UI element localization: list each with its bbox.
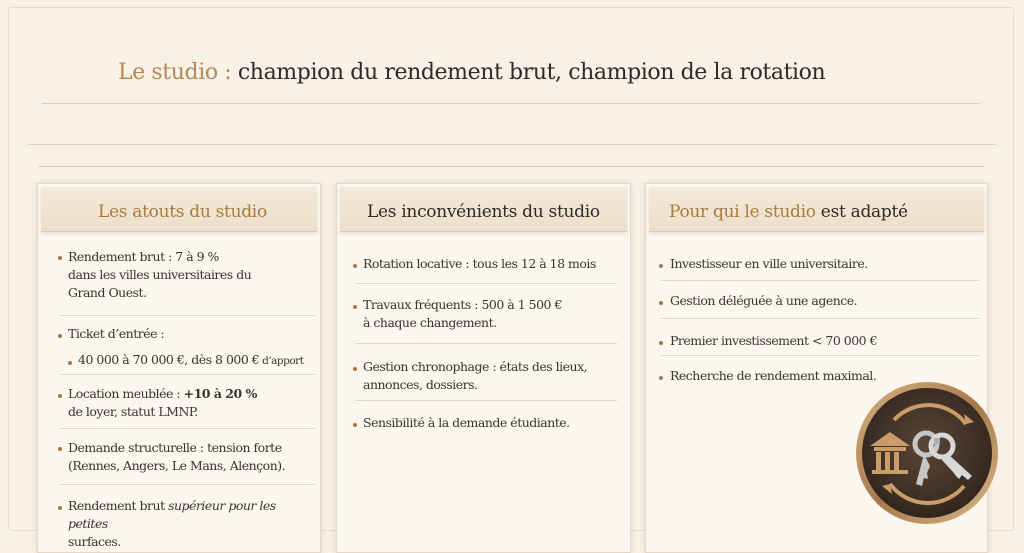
item-text: à chaque changement. bbox=[363, 315, 497, 330]
item-text: Gestion déléguée à une agence. bbox=[670, 293, 858, 308]
item-text: Rendement brut bbox=[68, 498, 169, 513]
list-item bbox=[68, 325, 318, 343]
list-item bbox=[68, 439, 318, 475]
card-drawbacks bbox=[336, 183, 631, 553]
item-value: 7 à 9 % bbox=[175, 249, 219, 264]
separator bbox=[661, 280, 979, 281]
separator bbox=[355, 283, 617, 284]
list-item bbox=[670, 255, 970, 273]
card-advantages bbox=[37, 183, 321, 553]
separator bbox=[60, 428, 315, 429]
bullet-icon bbox=[353, 264, 357, 268]
separator bbox=[661, 318, 979, 319]
divider-rule bbox=[28, 144, 996, 145]
separator bbox=[60, 315, 315, 316]
bullet-icon bbox=[659, 376, 663, 380]
item-text: d’apport bbox=[259, 355, 304, 367]
bullet-icon bbox=[353, 305, 357, 309]
list-item bbox=[363, 358, 628, 394]
item-text: (Rennes, Angers, Le Mans, Alençon). bbox=[68, 458, 286, 473]
card-title-drawbacks: Les inconvénients du studio bbox=[367, 202, 600, 222]
bullet-icon bbox=[659, 341, 663, 345]
item-text: Rendement brut : bbox=[68, 249, 176, 264]
item-text: Investisseur en ville universitaire. bbox=[670, 256, 868, 271]
bullet-icon bbox=[58, 506, 62, 510]
card-header bbox=[340, 187, 627, 232]
bullet-icon bbox=[353, 367, 357, 371]
card-title-target bbox=[669, 202, 908, 222]
bullet-icon bbox=[659, 264, 663, 268]
item-text: Rotation locative : tous les 12 à 18 mois bbox=[363, 256, 596, 271]
item-text: Ticket d’entrée : bbox=[68, 326, 165, 341]
item-text: Premier investissement < 70 000 € bbox=[670, 333, 878, 348]
bullet-icon bbox=[68, 361, 72, 365]
item-text: Sensibilité à la demande étudiante. bbox=[363, 415, 570, 430]
list-item bbox=[670, 332, 970, 350]
list-item bbox=[670, 292, 970, 310]
item-value: +10 à 20 % bbox=[183, 386, 257, 401]
separator bbox=[355, 343, 617, 344]
page-title bbox=[118, 60, 825, 85]
item-text: Travaux fréquents : 500 à 1 500 € bbox=[363, 297, 562, 312]
item-text: supérieur pour les petites bbox=[68, 498, 276, 531]
separator bbox=[355, 400, 617, 401]
card-title-rest: est adapté bbox=[815, 202, 908, 222]
list-item bbox=[363, 296, 628, 332]
bullet-icon bbox=[58, 394, 62, 398]
item-text: 40 000 à 70 000 €, dès bbox=[78, 352, 216, 367]
item-text: annonces, dossiers. bbox=[363, 377, 478, 392]
item-text: Gestion chronophage : états des lieux, bbox=[363, 359, 588, 374]
card-title-accent: Pour qui le studio bbox=[669, 202, 816, 222]
separator bbox=[60, 484, 315, 485]
page-title-rest: champion du rendement brut, champion de la rotation bbox=[231, 60, 826, 85]
page-title-accent: Le studio : bbox=[118, 60, 232, 85]
item-text: Recherche de rendement maximal. bbox=[670, 368, 877, 383]
item-text: Grand Ouest. bbox=[68, 285, 147, 300]
list-item bbox=[68, 385, 318, 421]
item-text: Demande structurelle : tension forte bbox=[68, 440, 282, 455]
bullet-icon bbox=[659, 301, 663, 305]
house-keys-emblem-icon bbox=[854, 380, 1000, 526]
bullet-icon bbox=[58, 447, 62, 451]
list-item bbox=[68, 248, 318, 302]
item-text: dans les villes universitaires du bbox=[68, 267, 252, 282]
list-item bbox=[68, 497, 318, 551]
item-value: 8 000 € bbox=[215, 352, 260, 367]
bullet-icon bbox=[58, 256, 62, 260]
card-header bbox=[649, 187, 984, 232]
item-text: Location meublée : bbox=[68, 386, 184, 401]
separator bbox=[60, 374, 315, 375]
card-title-advantages: Les atouts du studio bbox=[98, 202, 267, 222]
item-text: surfaces. bbox=[68, 534, 121, 549]
title-rule bbox=[42, 103, 980, 104]
list-item bbox=[363, 255, 628, 273]
divider-rule bbox=[38, 166, 984, 167]
bullet-icon bbox=[353, 423, 357, 427]
item-text: de loyer, statut LMNP. bbox=[68, 404, 198, 419]
card-header bbox=[41, 187, 317, 232]
list-item bbox=[78, 351, 324, 370]
separator bbox=[661, 355, 979, 356]
bullet-icon bbox=[58, 334, 62, 338]
list-item bbox=[363, 414, 628, 432]
